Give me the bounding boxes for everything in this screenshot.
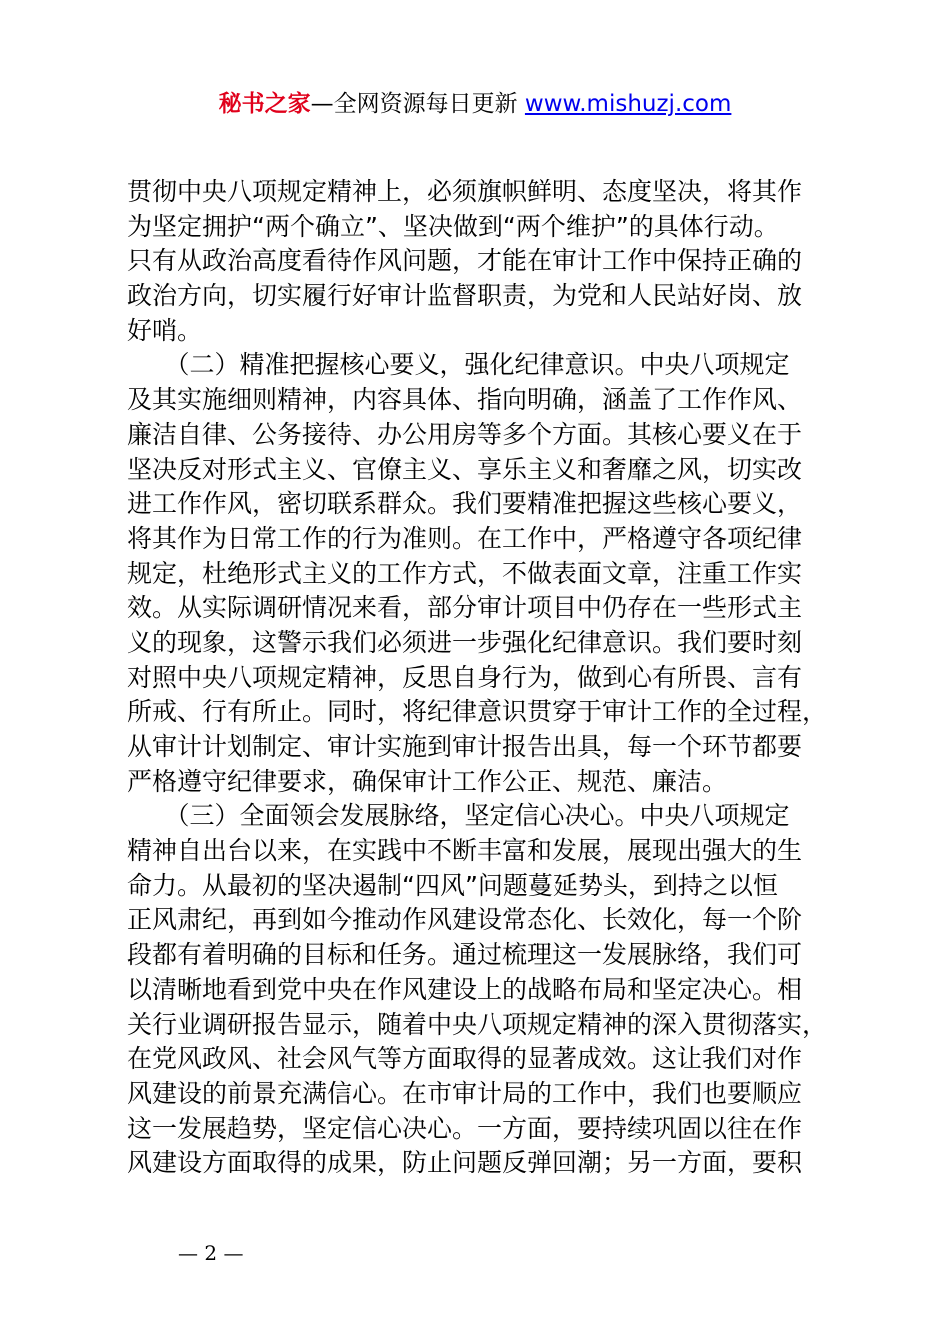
text-line: 为坚定拥护“两个确立”、坚决做到“两个维护”的具体行动。	[127, 211, 779, 241]
page-number: — 2 —	[178, 1241, 244, 1265]
text-line: 关行业调研报告显示，随着中央八项规定精神的深入贯彻落实，	[127, 1009, 828, 1039]
text-line: 廉洁自律、公务接待、办公用房等多个方面。其核心要义在于	[127, 419, 803, 449]
text-line: 以清晰地看到党中央在作风建设上的战略布局和坚定决心。相	[127, 974, 803, 1004]
text-line: 这一发展趋势，坚定信心决心。一方面，要持续巩固以往在作	[127, 1113, 803, 1143]
page-header	[0, 88, 950, 120]
text-line: 风建设的前景充满信心。在市审计局的工作中，我们也要顺应	[127, 1078, 803, 1108]
text-line: 规定，杜绝形式主义的工作方式，不做表面文章，注重工作实	[127, 558, 803, 588]
site-name: 秘书之家	[218, 91, 311, 117]
text-line: 从审计计划制定、审计实施到审计报告出具，每一个环节都要	[127, 732, 803, 761]
text-line: 贯彻中央八项规定精神上，必须旗帜鲜明、态度坚决，将其作	[127, 177, 803, 206]
section-heading-line: （二）精准把握核心要义，强化纪律意识。中央八项规定	[127, 350, 790, 380]
text-line: 及其实施细则精神，内容具体、指向明确，涵盖了工作作风、	[127, 385, 803, 415]
text-line: 正风肃纪，再到如今推动作风建设常态化、长效化，每一个阶	[127, 905, 803, 935]
text-line: 进工作作风，密切联系群众。我们要精准把握这些核心要义，	[127, 489, 803, 519]
section-heading-line: （三）全面领会发展脉络，坚定信心决心。中央八项规定	[127, 801, 790, 831]
text-line: 效。从实际调研情况来看，部分审计项目中仍存在一些形式主	[127, 593, 803, 623]
text-line: 严格遵守纪律要求，确保审计工作公正、规范、廉洁。	[127, 766, 728, 796]
site-url-link[interactable]: www.mishuzj.com	[524, 91, 732, 117]
text-line: 风建设方面取得的成果，防止问题反弹回潮；另一方面，要积	[127, 1148, 803, 1178]
text-line: 义的现象，这警示我们必须进一步强化纪律意识。我们要时刻	[127, 627, 803, 657]
text-line: 精神自出台以来，在实践中不断丰富和发展，展现出强大的生	[127, 836, 803, 866]
text-line: 段都有着明确的目标和任务。通过梳理这一发展脉络，我们可	[127, 940, 803, 970]
text-line: 坚决反对形式主义、官僚主义、享乐主义和奢靡之风，切实改	[127, 454, 803, 484]
text-line: 只有从政治高度看待作风问题，才能在审计工作中保持正确的	[127, 246, 803, 276]
document-body	[127, 175, 833, 1181]
site-slogan: —全网资源每日更新	[310, 91, 525, 117]
text-line: 将其作为日常工作的行为准则。在工作中，严格遵守各项纪律	[127, 523, 803, 553]
text-line: 政治方向，切实履行好审计监督职责，为党和人民站好岗、放	[127, 281, 803, 311]
text-line: 所戒、行有所止。同时，将纪律意识贯穿于审计工作的全过程，	[127, 697, 828, 727]
text-line: 命力。从最初的坚决遏制“四风”问题蔓延势头，到持之以恒	[127, 870, 778, 900]
text-line: 好哨。	[127, 315, 203, 345]
text-line: 在党风政风、社会风气等方面取得的显著成效。这让我们对作	[127, 1044, 803, 1074]
text-line: 对照中央八项规定精神，反思自身行为，做到心有所畏、言有	[127, 662, 803, 692]
